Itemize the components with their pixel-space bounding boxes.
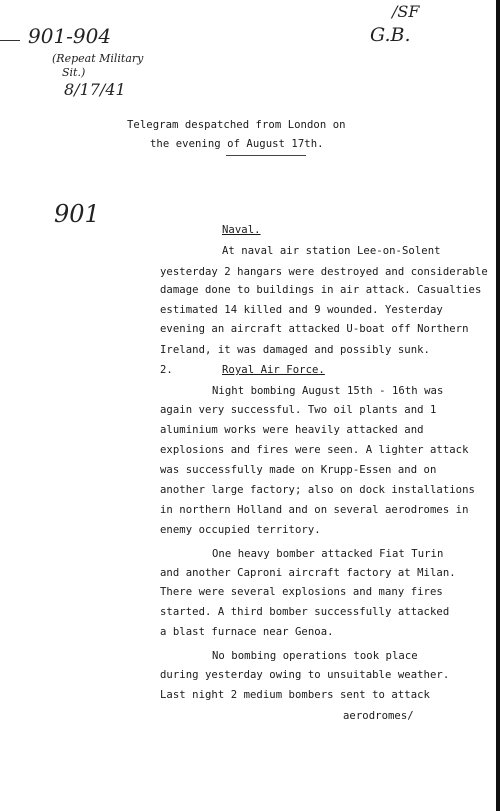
raf-section-number: 2. [160, 364, 173, 376]
raf-para2-line-1: One heavy bomber attacked Fiat Turin [212, 548, 444, 560]
top-right-initials: G.B. [370, 24, 411, 46]
raf-para2-line-5: a blast furnace near Genoa. [160, 626, 334, 638]
raf-para3-line-3: Last night 2 medium bombers sent to attack [160, 689, 430, 701]
naval-line-3: damage done to buildings in air attack. Casualties [160, 284, 482, 296]
header-rule [226, 155, 306, 156]
naval-line-2: yesterday 2 hangars were destroyed and considerable [160, 266, 488, 278]
naval-heading: Naval. [222, 224, 261, 236]
header-line-2: the evening of August 17th. [150, 138, 324, 150]
file-note-annotation-2: Sit.) [62, 66, 86, 79]
raf-para2-line-2: and another Caproni aircraft factory at Milan. [160, 567, 456, 579]
raf-para2-line-3: There were several explosions and many fires [160, 586, 443, 598]
naval-line-5: evening an aircraft attacked U-boat off Northern [160, 323, 469, 335]
raf-para3-line-2: during yesterday owing to unsuitable weather. [160, 669, 450, 681]
raf-para1-line-7: in northern Holland and on several aerodromes in [160, 504, 469, 516]
scan-edge [496, 0, 500, 811]
page-number-mark: 901 [54, 200, 100, 228]
raf-para1-line-3: aluminium works were heavily attacked and [160, 424, 424, 436]
file-number-annotation: 901-904 [28, 24, 112, 48]
raf-para1-line-8: enemy occupied territory. [160, 524, 321, 536]
raf-para1-line-6: another large factory; also on dock installations [160, 484, 475, 496]
raf-para1-line-1: Night bombing August 15th - 16th was [212, 385, 444, 397]
raf-para2-line-4: started. A third bomber successfully attacked [160, 606, 450, 618]
naval-line-1: At naval air station Lee-on-Solent [222, 245, 441, 257]
raf-heading: Royal Air Force. [222, 364, 325, 376]
raf-para1-line-2: again very successful. Two oil plants and 1 [160, 404, 437, 416]
naval-line-4: estimated 14 killed and 9 wounded. Yesterday [160, 304, 443, 316]
raf-para3-line-1: No bombing operations took place [212, 650, 418, 662]
raf-para1-line-4: explosions and fires were seen. A lighter attack [160, 444, 469, 456]
raf-para1-line-5: was successfully made on Krupp-Essen and on [160, 464, 437, 476]
naval-line-6: Ireland, it was damaged and possibly sunk. [160, 344, 430, 356]
continuation-word: aerodromes/ [343, 710, 414, 722]
file-note-annotation: (Repeat Military [52, 52, 144, 65]
file-date-annotation: 8/17/41 [64, 80, 126, 99]
margin-dash [0, 40, 20, 41]
top-right-annotation: /SF [392, 2, 420, 21]
header-line-1: Telegram despatched from London on [127, 119, 346, 131]
